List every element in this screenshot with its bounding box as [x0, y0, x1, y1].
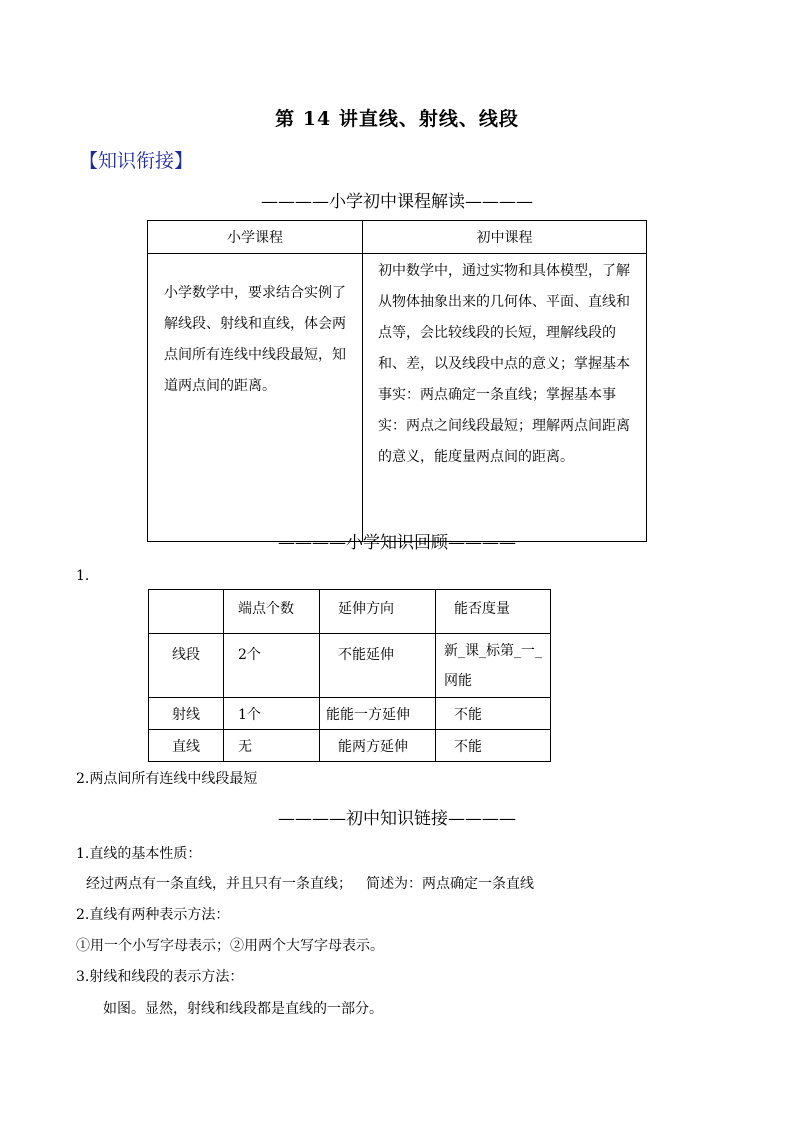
point-1-text-b: 简述为：两点确定一条直线 [366, 876, 534, 892]
item-2: 2.两点间所有连线中线段最短 [76, 771, 258, 787]
banner-course-comparison: ————小学初中课程解读———— [261, 192, 533, 212]
review-header-endpoints: 端点个数 [224, 590, 320, 634]
review-row-segment-name: 线段 [149, 634, 224, 698]
banner-junior-links: ————初中知识链接———— [278, 809, 516, 829]
banner-primary-review: ————小学知识回顾———— [278, 533, 516, 553]
review-row-line-measurable: 不能 [436, 730, 551, 762]
page-title: 第 14 讲直线、射线、线段 [275, 108, 519, 130]
point-3-text: 如图。显然，射线和线段都是直线的一部分。 [103, 1001, 383, 1017]
course-header-primary: 小学课程 [148, 221, 363, 254]
review-row-ray-endpoints: 1个 [224, 698, 320, 730]
point-2-text: ①用一个小写字母表示；②用两个大写字母表示。 [76, 938, 384, 954]
review-row-segment-endpoints: 2个 [224, 634, 320, 698]
review-row-ray-direction: 能能一方延伸 [320, 698, 436, 730]
review-row-line-endpoints: 无 [224, 730, 320, 762]
review-row-segment-measurable: 新_课_标第_一_网能 [436, 634, 551, 698]
review-row-line-direction: 能两方延伸 [320, 730, 436, 762]
review-row-segment-direction: 不能延伸 [320, 634, 436, 698]
review-table [148, 589, 551, 762]
review-header-measurable: 能否度量 [436, 590, 551, 634]
review-row-ray-measurable: 不能 [436, 698, 551, 730]
point-3-heading: 3.射线和线段的表示方法： [76, 969, 244, 985]
section-label: 【知识衔接】 [79, 150, 194, 172]
point-1-text-a: 经过两点有一条直线，并且只有一条直线； [86, 876, 352, 892]
point-1-heading: 1.直线的基本性质： [76, 846, 202, 862]
review-header-empty [149, 590, 224, 634]
review-row-ray-name: 射线 [149, 698, 224, 730]
review-header-direction: 延伸方向 [320, 590, 436, 634]
course-header-junior: 初中课程 [363, 221, 647, 254]
course-junior-text: 初中数学中，通过实物和具体模型，了解从物体抽象出来的几何体、平面、直线和点等，会比较线段的长短，理解线段的和、差，以及线段中点的意义；掌握基本事实：两点确定一条直线；掌握基本事实：两点之间线段最短；理解两点间距离的意义，能度量两点间的距离。 [363, 254, 647, 542]
item-number-1: 1. [76, 568, 90, 584]
review-row-line-name: 直线 [149, 730, 224, 762]
course-table [147, 220, 647, 542]
point-2-heading: 2.直线有两种表示方法： [76, 907, 230, 923]
course-primary-text: 小学数学中，要求结合实例了解线段、射线和直线，体会两点间所有连线中线段最短，知道两点间的距离。 [148, 254, 363, 542]
